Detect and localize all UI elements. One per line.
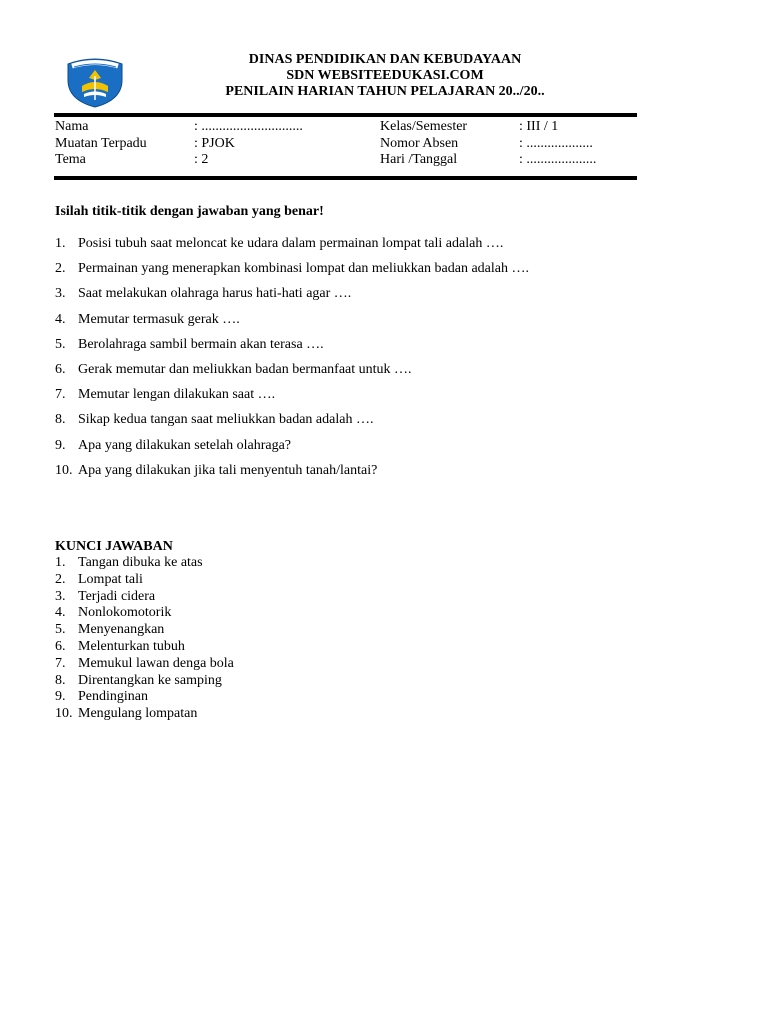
value-hari-tanggal: : .................... [519, 152, 597, 167]
question-item [55, 337, 529, 362]
answer-text: Melenturkan tubuh [78, 638, 185, 654]
question-list [55, 236, 529, 488]
question-item [55, 312, 529, 337]
logo-emblem-icon [64, 56, 126, 108]
question-number: 7. [55, 387, 66, 403]
question-text: Saat melakukan olahraga harus hati-hati agar …. [78, 286, 352, 302]
label-nama: Nama [55, 119, 89, 134]
answer-item [55, 656, 234, 673]
info-right-labels [380, 119, 467, 169]
answer-item [55, 639, 234, 656]
question-number: 5. [55, 336, 66, 352]
question-item [55, 387, 529, 412]
answer-number: 4. [55, 605, 66, 621]
answer-number: 8. [55, 672, 66, 688]
question-number: 10. [55, 462, 73, 478]
answer-text: Terjadi cidera [78, 588, 156, 604]
question-item [55, 463, 529, 488]
info-left-labels [55, 119, 147, 169]
question-item [55, 236, 529, 261]
label-kelas-semester: Kelas/Semester [380, 119, 468, 134]
value-muatan-terpadu: : PJOK [194, 135, 235, 151]
label-muatan-terpadu: Muatan Terpadu [55, 135, 147, 151]
answer-text: Menyenangkan [78, 622, 165, 638]
question-number: 8. [55, 412, 66, 428]
header-line-2: SDN WEBSITEEDUKASI.COM [286, 68, 484, 83]
value-nomor-absen: : ................... [519, 135, 593, 151]
answer-item [55, 605, 234, 622]
question-number: 3. [55, 286, 66, 302]
question-text: Gerak memutar dan meliukkan badan bermanfaat untuk …. [78, 361, 412, 377]
question-item [55, 362, 529, 387]
question-text: Memutar termasuk gerak …. [78, 311, 240, 327]
answer-text: Memukul lawan denga bola [78, 655, 234, 671]
answer-item [55, 622, 234, 639]
answer-key-title: KUNCI JAWABAN [55, 539, 173, 554]
question-text: Posisi tubuh saat meloncat ke udara dalam permainan lompat tali adalah …. [78, 236, 504, 251]
answer-key-list [55, 555, 234, 723]
question-number: 2. [55, 261, 66, 277]
answer-number: 5. [55, 622, 66, 638]
answer-number: 7. [55, 655, 66, 671]
question-number: 6. [55, 361, 66, 377]
info-right-values [519, 119, 596, 169]
header-rule-bottom [54, 176, 637, 180]
question-item [55, 412, 529, 437]
answer-number: 3. [55, 588, 66, 604]
answer-item [55, 572, 234, 589]
question-text: Apa yang dilakukan setelah olahraga? [78, 437, 292, 453]
instruction-text: Isilah titik-titik dengan jawaban yang benar! [55, 204, 324, 219]
tut-wuri-handayani-logo [64, 56, 126, 108]
value-kelas-semester: : III / 1 [519, 119, 559, 134]
label-tema: Tema [55, 152, 86, 167]
question-item [55, 261, 529, 286]
header-rule-top [54, 113, 637, 117]
answer-number: 2. [55, 571, 66, 587]
label-nomor-absen: Nomor Absen [380, 135, 459, 151]
header-line-1: DINAS PENDIDIKAN DAN KEBUDAYAAN [248, 52, 522, 67]
answer-number: 1. [55, 555, 66, 570]
answer-text: Pendinginan [78, 689, 148, 705]
question-item [55, 286, 529, 311]
answer-text: Nonlokomotorik [78, 605, 172, 621]
value-nama: : ............................. [194, 119, 303, 134]
question-text: Berolahraga sambil bermain akan terasa …. [78, 336, 324, 352]
answer-item [55, 706, 234, 723]
question-number: 9. [55, 437, 66, 453]
answer-text: Mengulang lompatan [78, 706, 198, 722]
question-text: Permainan yang menerapkan kombinasi lompat dan meliukkan badan adalah …. [78, 261, 529, 277]
question-number: 4. [55, 311, 66, 327]
info-left-values [194, 119, 303, 169]
answer-item [55, 673, 234, 690]
answer-item [55, 555, 234, 572]
answer-number: 9. [55, 689, 66, 705]
answer-text: Tangan dibuka ke atas [78, 555, 203, 570]
answer-item [55, 589, 234, 606]
question-text: Sikap kedua tangan saat meliukkan badan adalah …. [78, 412, 374, 428]
question-text: Memutar lengan dilakukan saat …. [78, 387, 276, 403]
answer-item [55, 689, 234, 706]
answer-number: 6. [55, 638, 66, 654]
header-line-3: PENILAIN HARIAN TAHUN PELAJARAN 20../20.. [225, 84, 545, 99]
answer-number: 10. [55, 706, 73, 722]
question-item [55, 438, 529, 463]
label-hari-tanggal: Hari /Tanggal [380, 152, 458, 167]
value-tema: : 2 [194, 152, 209, 167]
document-header [140, 52, 630, 100]
question-number: 1. [55, 236, 66, 251]
answer-text: Lompat tali [78, 571, 143, 587]
answer-text: Direntangkan ke samping [78, 672, 222, 688]
question-text: Apa yang dilakukan jika tali menyentuh tanah/lantai? [78, 462, 378, 478]
